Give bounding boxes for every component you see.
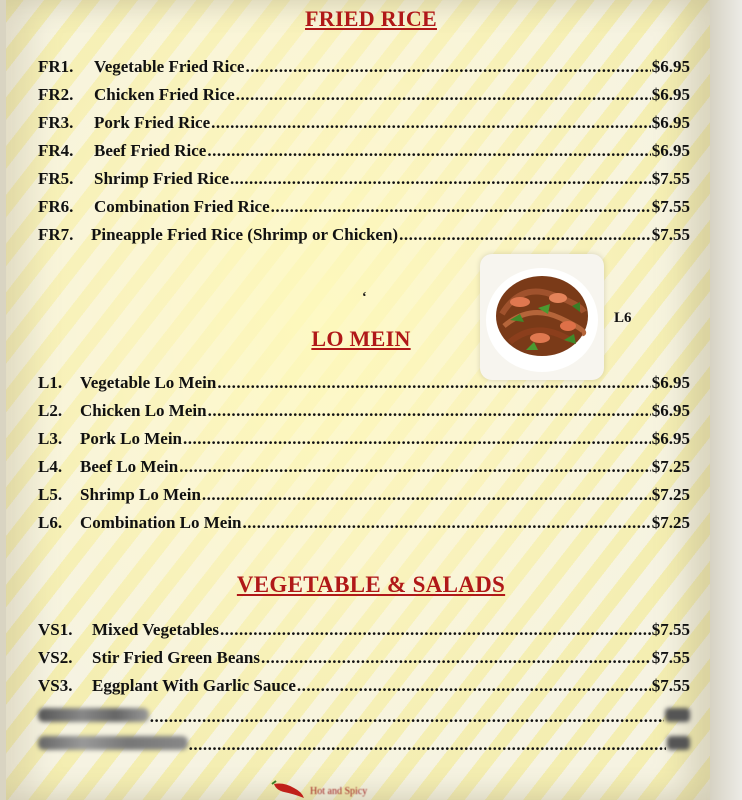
dot-leader: [150, 707, 665, 727]
item-price: $6.95: [651, 113, 690, 132]
dot-leader: [179, 457, 651, 477]
menu-item-l6: [38, 513, 690, 539]
dot-leader: [183, 429, 651, 449]
item-price: $6.95: [651, 401, 690, 420]
menu-item-fr3: [38, 113, 690, 139]
section-title-vegetable-salads: VEGETABLE & SALADS: [236, 572, 506, 597]
item-code: FR1.: [38, 57, 74, 76]
dot-leader: [399, 225, 651, 245]
item-price: $7.55: [651, 197, 690, 216]
item-price: $7.55: [651, 225, 690, 244]
item-price: $6.95: [651, 373, 690, 392]
item-price: $6.95: [651, 85, 690, 104]
item-name: Vegetable Lo Mein: [80, 373, 217, 392]
dot-leader: [243, 513, 651, 533]
item-price: $7.25: [651, 485, 690, 504]
item-code: L4.: [38, 457, 63, 476]
menu-item-l4: [38, 457, 690, 483]
item-code: VS3.: [38, 676, 73, 695]
menu-item-l5: [38, 485, 690, 511]
dot-leader: [217, 373, 650, 393]
spicy-note: Hot and Spicy: [310, 786, 368, 797]
item-name: Combination Lo Mein: [80, 513, 242, 532]
menu-item-l3: [38, 429, 690, 455]
menu-item-fr4: [38, 141, 690, 167]
section-title-fried-rice: FRIED RICE: [305, 6, 437, 31]
item-name: Shrimp Lo Mein: [80, 485, 201, 504]
item-price: $6.95: [651, 57, 690, 76]
item-price: $7.55: [651, 676, 690, 695]
item-name: Beef Lo Mein: [80, 457, 179, 476]
item-code: FR6.: [38, 197, 74, 216]
page-edge: [710, 0, 742, 800]
item-code: VS1.: [38, 620, 73, 639]
item-price: $7.25: [651, 457, 690, 476]
item-price: $7.55: [651, 620, 690, 639]
menu-item-fr6: [38, 197, 690, 223]
menu-item-fr5: [38, 169, 690, 195]
stray-mark: ‘: [362, 290, 367, 305]
menu-item-vs1: [38, 620, 690, 646]
lo-mein-photo: [480, 254, 604, 380]
item-code: L3.: [38, 429, 63, 448]
menu-item-redacted-2: [38, 732, 690, 758]
item-price: $7.55: [651, 169, 690, 188]
item-code: L5.: [38, 485, 63, 504]
item-name: Stir Fried Green Beans: [92, 648, 260, 667]
item-name: Combination Fried Rice: [94, 197, 270, 216]
menu-item-l2: [38, 401, 690, 427]
item-price: $6.95: [651, 429, 690, 448]
dot-leader: [236, 85, 651, 105]
item-name: Vegetable Fried Rice: [94, 57, 245, 76]
menu-item-fr7: [38, 225, 690, 251]
dot-leader: [208, 401, 651, 421]
item-name: Eggplant With Garlic Sauce: [92, 676, 296, 695]
item-code: FR3.: [38, 113, 74, 132]
item-code: L6.: [38, 513, 63, 532]
item-code: FR2.: [38, 85, 74, 104]
dot-leader: [297, 676, 651, 696]
item-code: FR5.: [38, 169, 74, 188]
dot-leader: [189, 735, 667, 755]
menu-item-redacted-1: [38, 704, 690, 730]
dot-leader: [271, 197, 651, 217]
menu-item-vs2: [38, 648, 690, 674]
item-code: L2.: [38, 401, 63, 420]
dot-leader: [261, 648, 651, 668]
redacted-price: [665, 708, 690, 722]
dot-leader: [230, 169, 651, 189]
item-name: Shrimp Fried Rice: [94, 169, 230, 188]
item-price: $7.55: [651, 648, 690, 667]
item-price: $6.95: [651, 141, 690, 160]
item-name: Pineapple Fried Rice (Shrimp or Chicken): [91, 225, 399, 244]
chili-pepper-icon: [270, 780, 306, 800]
menu-item-vs3: [38, 676, 690, 702]
item-code: FR7.: [38, 225, 74, 244]
item-code: VS2.: [38, 648, 73, 667]
photo-label: L6: [614, 310, 632, 326]
item-name: Pork Fried Rice: [94, 113, 211, 132]
item-code: L1.: [38, 373, 63, 392]
item-name: Beef Fried Rice: [94, 141, 207, 160]
redacted-price: [667, 736, 690, 750]
redacted-name: [38, 708, 149, 722]
menu-item-fr2: [38, 85, 690, 111]
redacted-name: [38, 736, 188, 750]
dot-leader: [220, 620, 651, 640]
section-title-lo-mein: LO MEIN: [311, 326, 411, 351]
item-name: Chicken Fried Rice: [94, 85, 235, 104]
item-code: FR4.: [38, 141, 74, 160]
item-price: $7.25: [651, 513, 690, 532]
dot-leader: [211, 113, 651, 133]
dot-leader: [202, 485, 651, 505]
item-name: Chicken Lo Mein: [80, 401, 207, 420]
dot-leader: [245, 57, 650, 77]
dot-leader: [207, 141, 650, 161]
item-name: Mixed Vegetables: [92, 620, 220, 639]
item-name: Pork Lo Mein: [80, 429, 182, 448]
menu-item-l1: [38, 373, 690, 399]
menu-item-fr1: [38, 57, 690, 83]
noodle-dish-image: [480, 254, 604, 380]
